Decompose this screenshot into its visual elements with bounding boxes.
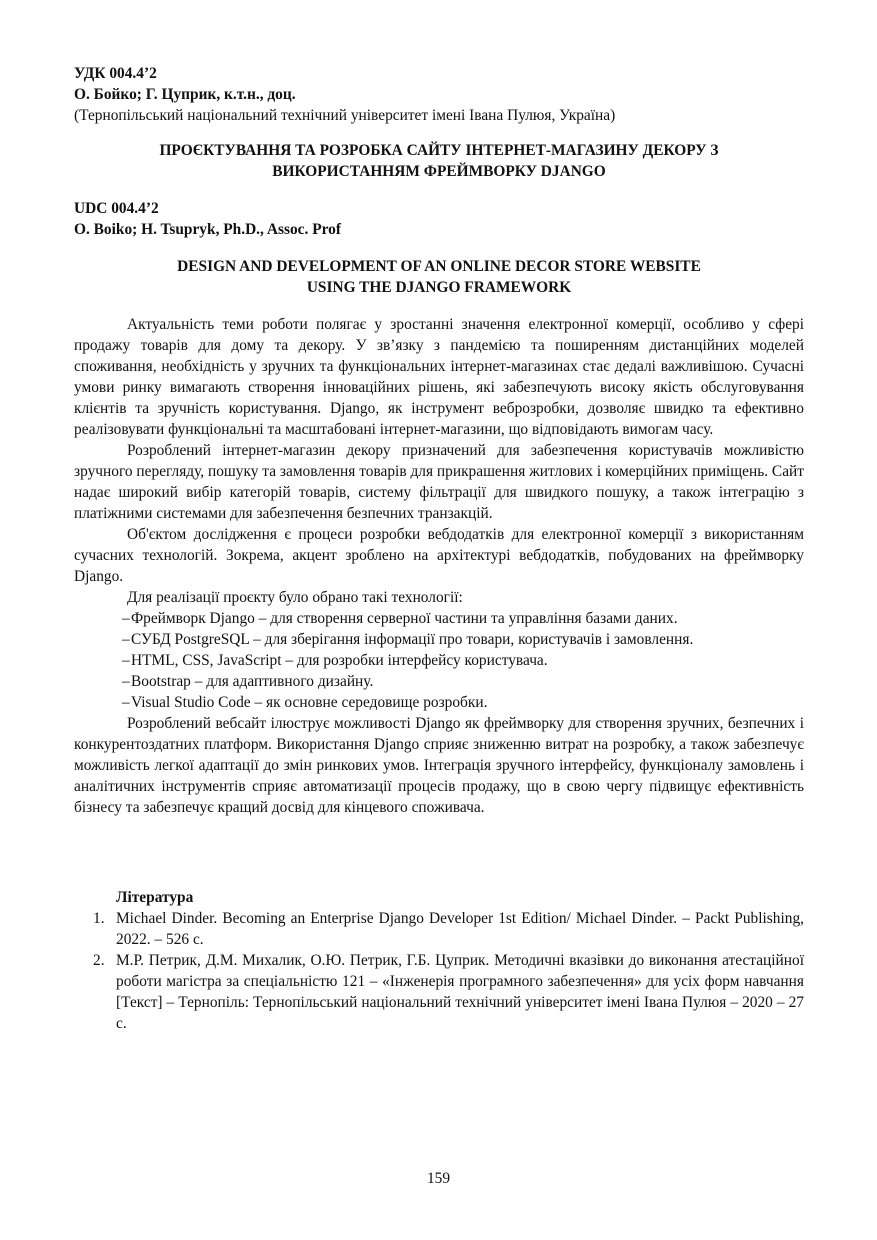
list-item-text: Visual Studio Code – як основне середовище розробки. (131, 694, 488, 711)
list-item: – HTML, CSS, JavaScript – для розробки інтерфейсу користувача. (122, 652, 548, 669)
reference-list (74, 908, 804, 1034)
title-en-line1: DESIGN AND DEVELOPMENT OF AN ONLINE DECOR STORE WEBSITE (177, 258, 701, 275)
header-ua (74, 63, 804, 126)
title-en-line2: USING THE DJANGO FRAMEWORK (306, 279, 572, 296)
references-heading: Література (116, 889, 194, 906)
list-item: – СУБД PostgreSQL – для зберігання інформації про товари, користувачів і замовлення. (122, 631, 694, 648)
reference-text: М.Р. Петрик, Д.М. Михалик, О.Ю. Петрик, Г.Б. Цуприк. Методичні вказівки до виконання атестаційної роботи магістра за спеціальністю 121 – «Інженерія програмного забезпечення» для усіх форм навчання [Текст] – Тернопіль: Тернопільський національний технічний університет імені Івана Пулюя – 2020 – 27 с. (116, 952, 804, 1032)
title-ua-line1: ПРОЄКТУВАННЯ ТА РОЗРОБКА САЙТУ ІНТЕРНЕТ-МАГАЗИНУ ДЕКОРУ З (159, 142, 719, 159)
reference-item (74, 950, 804, 1034)
paragraph-research-object: Об'єктом дослідження є процеси розробки вебдодатків для електронної комерції з використанням сучасних технологій. Зокрема, акцент зроблено на архітектурі вебдодатків, побудованих на фреймворку Django. (74, 526, 804, 585)
reference-number: 2. (93, 952, 105, 969)
body-text (74, 314, 804, 818)
title-ua (74, 140, 804, 182)
authors-ua: О. Бойко; Г. Цуприк, к.т.н., доц. (74, 86, 296, 103)
page-number: 159 (426, 1170, 451, 1187)
title-en (74, 256, 804, 298)
header-en (74, 198, 804, 240)
paragraph-relevance: Актуальність теми роботи полягає у зростанні значення електронної комерції, особливо у сфері продажу товарів для дому та декору. У зв’язку з пандемією та поширенням дистанційних моделей споживання, необхідність у зручних та функціональних інтернет-магазинах стає дедалі важливішою. Сучасні умови ринку вимагають створення інноваційних рішень, які забезпечують високу якість обслуговування клієнтів та зручність користування. Django, як інструмент веброзробки, дозволяє швидко та ефективно реалізовувати функціональні та масштабовані інтернет-магазини, що відповідають вимогам часу. (74, 316, 804, 438)
list-item-text: СУБД PostgreSQL – для зберігання інформації про товари, користувачів і замовлення. (131, 631, 694, 648)
list-item: – Visual Studio Code – як основне середовище розробки. (122, 694, 488, 711)
list-item-text: Фреймворк Django – для створення серверної частини та управління базами даних. (131, 610, 678, 627)
paragraph-technologies-intro: Для реалізації проєкту було обрано такі технології: (127, 589, 463, 606)
reference-text: Michael Dinder. Becoming an Enterprise Django Developer 1st Edition/ Michael Dinder. – Packt Publishing, 2022. – 526 с. (116, 910, 804, 948)
list-item-text: Bootstrap – для адаптивного дизайну. (131, 673, 374, 690)
reference-item (74, 908, 804, 950)
list-item: – Bootstrap – для адаптивного дизайну. (122, 673, 374, 690)
udc-en: UDC 004.4’2 (74, 200, 159, 217)
references (74, 887, 804, 1034)
authors-en: O. Boiko; H. Tsupryk, Ph.D., Assoc. Prof (74, 221, 341, 238)
udc-ua: УДК 004.4’2 (74, 65, 157, 82)
technology-list (74, 608, 804, 713)
reference-number: 1. (93, 910, 105, 927)
list-item-text: HTML, CSS, JavaScript – для розробки інтерфейсу користувача. (131, 652, 548, 669)
affiliation-ua: (Тернопільський національний технічний університет імені Івана Пулюя, Україна) (74, 107, 616, 124)
list-item: – Фреймворк Django – для створення серверної частини та управління базами даних. (122, 610, 678, 627)
paragraph-store-purpose: Розроблений інтернет-магазин декору призначений для забезпечення користувачів можливістю зручного перегляду, пошуку та замовлення товарів для прикрашення житлових і комерційних приміщень. Сайт надає широкий вибір категорій товарів, систему фільтрації для швидкого пошуку, а також інтеграцію з платіжними системами для забезпечення безпечних транзакцій. (74, 442, 804, 522)
title-ua-line2: ВИКОРИСТАННЯМ ФРЕЙМВОРКУ DJANGO (272, 163, 606, 180)
paragraph-conclusion: Розроблений вебсайт ілюструє можливості Django як фреймворку для створення зручних, безпечних і конкурентоздатних платформ. Використання Django сприяє зниженню витрат на розробку, а також забезпечує можливість легкої адаптації до змін ринкових умов. Інтеграція зручного інтерфейсу, функціоналу замовлень і аналітичних інструментів сприяє автоматизації процесів продажу, що в свою чергу підвищує ефективність бізнесу та забезпечує кращий досвід для кінцевого споживача. (74, 715, 804, 816)
